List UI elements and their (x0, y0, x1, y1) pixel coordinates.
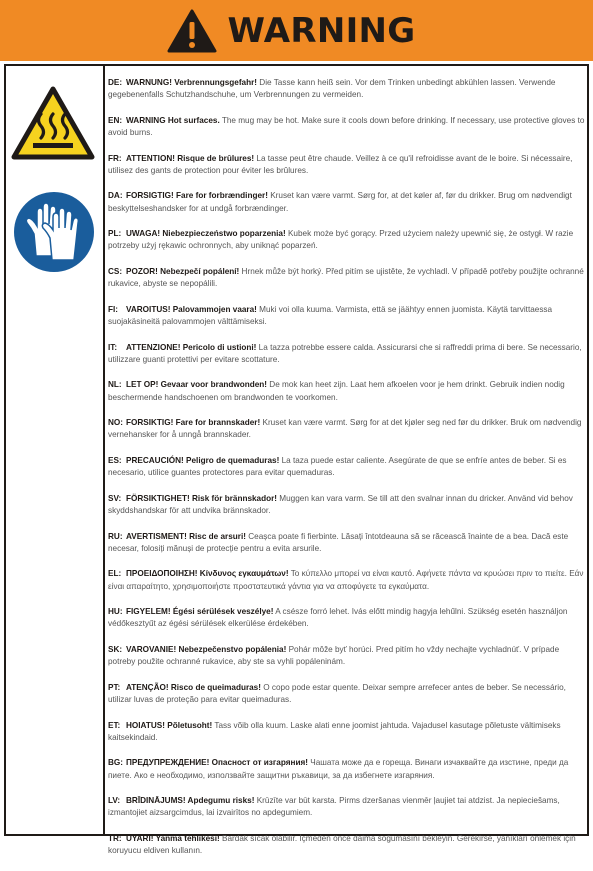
warning-entry-pl (108, 228, 586, 266)
warning-text: The mug may be hot. Make sure it cools down before drinking. If necessary, use protective gloves to avoid burns. (108, 115, 585, 137)
warning-text: La taza puede estar caliente. Asegúrate de que se enfríe antes de beber. Si es necesario, utilice guantes protectores para evitar quemaduras. (108, 455, 567, 478)
hot-surface-warning-icon (11, 86, 95, 160)
warning-text: Krūzīte var būt karsta. Pirms dzeršanas vienmēr ļaujiet tai atdzist. Ja nepieciešams, izmantojiet aizsargcimdus, lai izvairītos no apdegumiem. (108, 796, 560, 818)
language-code: SK: (108, 644, 123, 654)
warning-heading: ATTENZIONE! Pericolo di ustioni! (126, 342, 257, 352)
warning-heading: UYARI! Yanma tehlikesi! (126, 833, 220, 843)
warning-heading: UWAGA! Niebezpieczeństwo poparzenia! (126, 229, 286, 239)
warning-entry-cs (108, 266, 586, 304)
warning-heading: BRĪDINĀJUMS! Apdegumu risks! (126, 796, 255, 806)
warning-text: De mok kan heet zijn. Laat hem afkoelen voor je hem drinkt. Gebruik indien nodig beschermende handschoenen om brandwonden te voorkomen. (108, 380, 565, 402)
warning-text: Kruset kan være varmt. Sørg for at det kjøler seg ned før du drikker. Bruk om nødvendig vernehansker for å unngå brannskader. (108, 418, 582, 440)
warning-text-list (108, 77, 586, 871)
warning-text: Το κύπελλο μπορεί να είναι καυτό. Αφήνετε πάντα να κρυώσει πριν το πιείτε. Εάν είναι απαραίτητο, χρησιμοποιήστε προστατευτικά γάντια για να αποφύγετε τα εγκαύματα. (108, 569, 584, 591)
language-code: NO: (108, 418, 124, 428)
pictogram-column (6, 66, 103, 834)
warning-entry-de (108, 77, 586, 115)
language-code: ES: (108, 455, 122, 465)
header-content (167, 9, 415, 53)
language-code: TR: (108, 833, 122, 843)
warning-text: O copo pode estar quente. Deixar sempre arrefecer antes de beber. Se necessário, utilizar luvas de proteção para evitar queimaduras. (108, 682, 566, 704)
warning-entry-en (108, 115, 586, 153)
warning-entry-nl (108, 379, 586, 417)
warning-entry-lv (108, 795, 586, 833)
warning-heading: FÖRSIKTIGHET! Risk för brännskador! (126, 493, 278, 503)
language-code: IT: (108, 342, 118, 352)
warning-header (0, 0, 593, 61)
warning-entry-it (108, 342, 586, 380)
warning-heading: ATTENTION! Risque de brûlures! (126, 153, 255, 163)
language-code: NL: (108, 380, 122, 390)
warning-text: Pohár môže byť horúci. Pred pitím ho vždy nechajte vychladnúť. V prípade potreby použite ochranné rukavice, aby ste sa vyhli popáleninám. (108, 644, 560, 667)
language-code: ET: (108, 720, 121, 730)
warning-panel (4, 64, 589, 856)
language-code: FR: (108, 153, 122, 163)
language-code: EL: (108, 569, 122, 579)
warning-text: Tass võib olla kuum. Laske alati enne joomist jahtuda. Vajadusel kasutage põletuste vältimiseks kaitsekindaid. (108, 720, 561, 742)
warning-text: Чашата може да е гореща. Винаги изчаквайте да изстине, преди да пиете. Ако е необходимо, използвайте защитни ръкавици, за да избегнете изгаряния. (108, 758, 569, 780)
warning-entry-pt (108, 682, 586, 720)
language-code: BG: (108, 758, 124, 768)
warning-heading: FORSIGTIG! Fare for forbrændinger! (126, 191, 268, 201)
warning-heading: HOIATUS! Põletusoht! (126, 720, 213, 730)
warning-entry-fr (108, 153, 586, 191)
warning-entry-sv (108, 493, 586, 531)
language-code: HU: (108, 607, 123, 617)
language-code: CS: (108, 266, 123, 276)
language-code: RU: (108, 531, 123, 541)
language-code: SV: (108, 493, 122, 503)
warning-heading: AVERTISMENT! Risc de arsuri! (126, 531, 246, 541)
warning-entry-tr (108, 833, 586, 871)
language-code: EN: (108, 115, 123, 125)
warning-triangle-icon (167, 9, 217, 53)
warning-text: Kruset kan være varmt. Sørg for, at det køler af, før du drikker. Brug om nødvendigt beskyttelseshandsker for at undgå forbrændinger. (108, 191, 572, 213)
warning-heading: WARNING Hot surfaces. (126, 115, 220, 125)
warning-text: La tazza potrebbe essere calda. Assicurarsi che si raffreddi prima di bere. Se necessario, utilizzare guanti protettivi per evitare scottature. (108, 342, 582, 364)
warning-heading: WARNUNG! Verbrennungsgefahr! (126, 78, 258, 87)
warning-entry-el (108, 568, 586, 606)
language-code: DE: (108, 78, 123, 87)
warning-heading: ΠΡΟΕΙΔΟΠΟΙΗΣΗ! Κίνδυνος εγκαυμάτων! (126, 569, 289, 579)
language-code: PT: (108, 682, 121, 692)
warning-entry-bg (108, 757, 586, 795)
warning-entry-no (108, 417, 586, 455)
warning-heading: VAROVANIE! Nebezpečenstvo popálenia! (126, 644, 287, 654)
warning-text: Muggen kan vara varm. Se till att den svalnar innan du dricker. Använd vid behov skyddshandskar för att undvika brännskador. (108, 493, 573, 515)
warning-entry-et (108, 720, 586, 758)
warning-text: Kubek może być gorący. Przed użyciem należy upewnić się, że ostygł. W razie potrzeby użyj rękawic ochronnych, aby uniknąć poparzeń. (108, 229, 574, 251)
warning-text: Hrnek může být horký. Před pitím se ujistěte, že vychladl. V případě potřeby použijte ochranné rukavice, abyste se nepopálili. (108, 266, 584, 289)
warning-heading: LET OP! Gevaar voor brandwonden! (126, 380, 268, 390)
language-code: PL: (108, 229, 122, 239)
warning-text: La tasse peut être chaude. Veillez à ce qu'il refroidisse avant de le boire. Si nécessaire, utilisez des gants de protection pour éviter les brûlures. (108, 153, 573, 175)
warning-text: Ceașca poate fi fierbinte. Lăsați întotdeauna să se răcească înainte de a bea. Dacă este necesar, folosiți mănuși de protecție pentru a evita arsurile. (108, 531, 569, 553)
warning-entry-es (108, 455, 586, 493)
warning-text: Die Tasse kann heiß sein. Vor dem Trinken unbedingt abkühlen lassen. Verwende gegebenenfalls Schutzhandschuhe, um Verbrennungen zu vermeiden. (108, 78, 556, 100)
warning-entry-da (108, 190, 586, 228)
language-code: DA: (108, 191, 123, 201)
warning-entry-hu (108, 606, 586, 644)
warning-entry-sk (108, 644, 586, 682)
warning-heading: PRECAUCIÓN! Peligro de quemaduras! (126, 455, 280, 465)
warning-heading: VAROITUS! Palovammojen vaara! (126, 304, 257, 314)
warning-heading: FORSIKTIG! Fare for brannskader! (126, 418, 261, 428)
header-title: WARNING (227, 10, 416, 51)
wear-protective-gloves-icon (12, 190, 96, 274)
language-code: LV: (108, 796, 121, 806)
warning-text: Muki voi olla kuuma. Varmista, että se jäähtyy ennen juomista. Käytä tarvittaessa suojakäsineitä palovammojen välttämiseksi. (108, 304, 553, 326)
warning-heading: FIGYELEM! Égési sérülések veszélye! (126, 607, 274, 617)
language-code: FI: (108, 304, 119, 314)
warning-entry-ru (108, 531, 586, 569)
column-divider (103, 66, 105, 834)
warning-heading: ПРЕДУПРЕЖДЕНИЕ! Опасност от изгаряния! (126, 758, 308, 768)
warning-text: A csésze forró lehet. Ivás előtt mindig hagyja lehűlni. Szükség esetén használjon védőkesztyűt az égési sérülések elkerülése érdekében. (108, 607, 568, 629)
warning-text: Bardak sıcak olabilir. İçmeden önce daima soğumasını bekleyin. Gerekirse, yanıkları önlemek için koruyucu eldiven kullanın. (108, 833, 576, 856)
warning-entry-fi (108, 304, 586, 342)
warning-heading: POZOR! Nebezpečí popálení! (126, 266, 240, 276)
warning-heading: ATENÇÃO! Risco de queimaduras! (126, 682, 261, 692)
